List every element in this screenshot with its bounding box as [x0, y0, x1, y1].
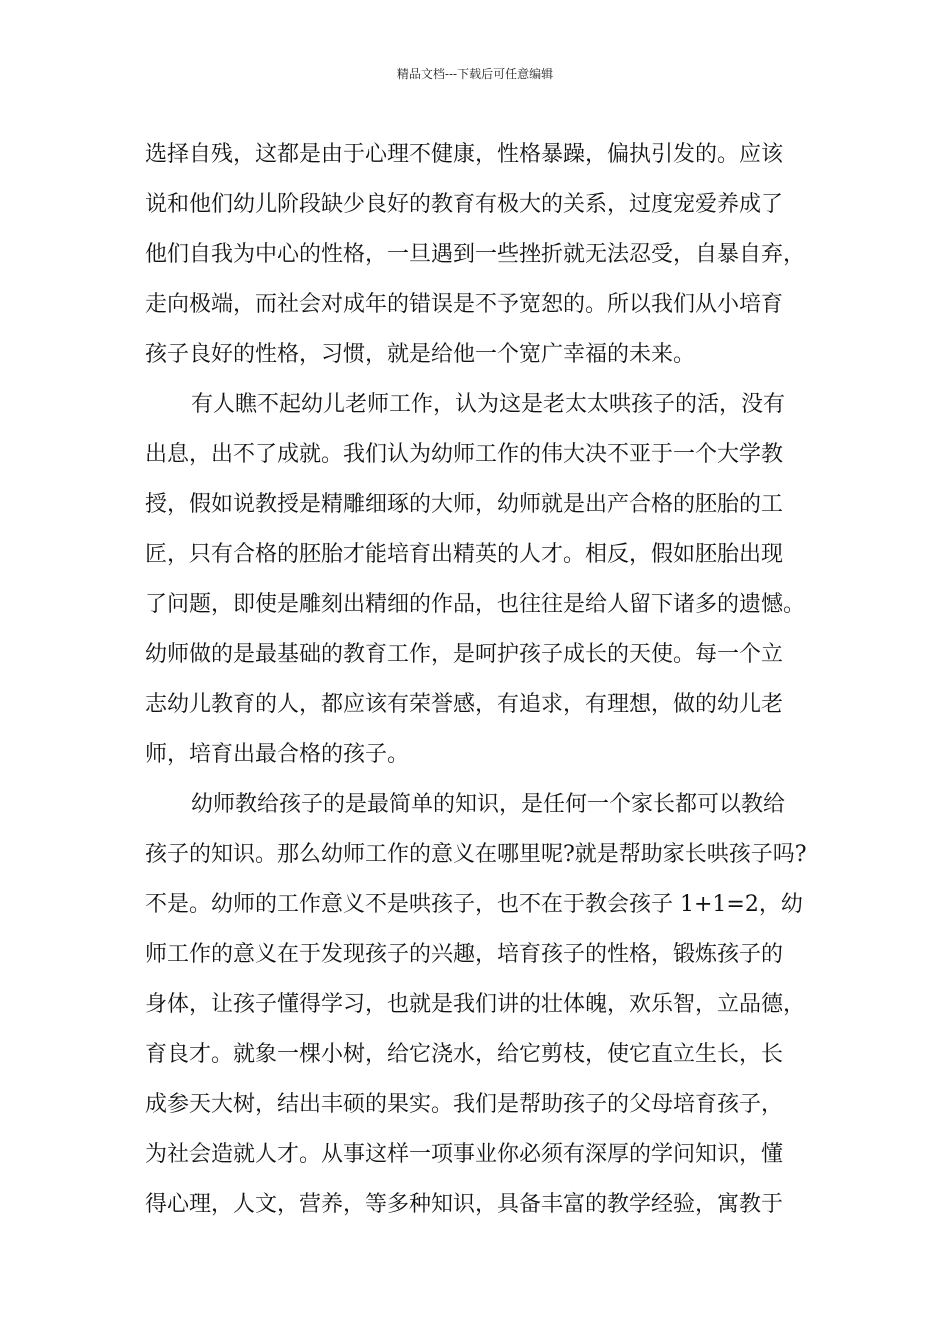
text-line: 师工作的意义在于发现孩子的兴趣，培育孩子的性格，锻炼孩子的: [145, 942, 784, 967]
text-line: 师，培育出最合格的孩子。: [145, 742, 410, 767]
page-header: 精品文档---下载后可任意编辑: [396, 67, 554, 81]
text-line: 身体，让孩子懂得学习，也就是我们讲的壮体魄，欢乐智，立品德，: [145, 992, 806, 1017]
text-line: 走向极端，而社会对成年的错误是不予宽恕的。所以我们从小培育: [145, 292, 784, 317]
paragraph-1: [145, 130, 835, 380]
text-line: 为社会造就人才。从事这样一项事业你必须有深厚的学问知识，懂: [145, 1142, 784, 1167]
text-line: 成参天大树，结出丰硕的果实。我们是帮助孩子的父母培育孩子，: [145, 1092, 784, 1117]
text-line: 了问题，即使是雕刻出精细的作品，也往往是给人留下诸多的遗憾。: [145, 592, 806, 617]
text-line: 匠，只有合格的胚胎才能培育出精英的人才。相反，假如胚胎出现: [145, 542, 784, 567]
paragraph-2: [145, 380, 835, 780]
text-line: 出息，出不了成就。我们认为幼师工作的伟大决不亚于一个大学教: [145, 442, 784, 467]
text-line: 说和他们幼儿阶段缺少良好的教育有极大的关系，过度宠爱养成了: [145, 192, 784, 217]
body-text: [145, 130, 835, 1230]
text-line: 孩子良好的性格，习惯，就是给他一个宽广幸福的未来。: [145, 342, 696, 367]
text-line: 不是。幼师的工作意义不是哄孩子，也不在于教会孩子 1+1=2，幼: [145, 892, 803, 917]
text-line-indented: 幼师教给孩子的是最简单的知识，是任何一个家长都可以教给: [191, 792, 786, 817]
text-line: 孩子的知识。那么幼师工作的意义在哪里呢?就是帮助家长哄孩子吗?: [145, 842, 807, 867]
text-line: 授，假如说教授是精雕细琢的大师，幼师就是出产合格的胚胎的工: [145, 492, 784, 517]
text-line: 幼师做的是最基础的教育工作，是呵护孩子成长的天使。每一个立: [145, 642, 784, 667]
text-line: 志幼儿教育的人，都应该有荣誉感，有追求，有理想，做的幼儿老: [145, 692, 784, 717]
text-line: 他们自我为中心的性格，一旦遇到一些挫折就无法忍受，自暴自弃，: [145, 242, 806, 267]
text-line: 选择自残，这都是由于心理不健康，性格暴躁，偏执引发的。应该: [145, 142, 784, 167]
text-line: 得心理，人文，营养，等多种知识，具备丰富的教学经验，寓教于: [145, 1192, 784, 1217]
paragraph-3: [145, 780, 835, 1230]
text-line-indented: 有人瞧不起幼儿老师工作，认为这是老太太哄孩子的活，没有: [191, 392, 786, 417]
text-line: 育良才。就象一棵小树，给它浇水，给它剪枝，使它直立生长，长: [145, 1042, 784, 1067]
